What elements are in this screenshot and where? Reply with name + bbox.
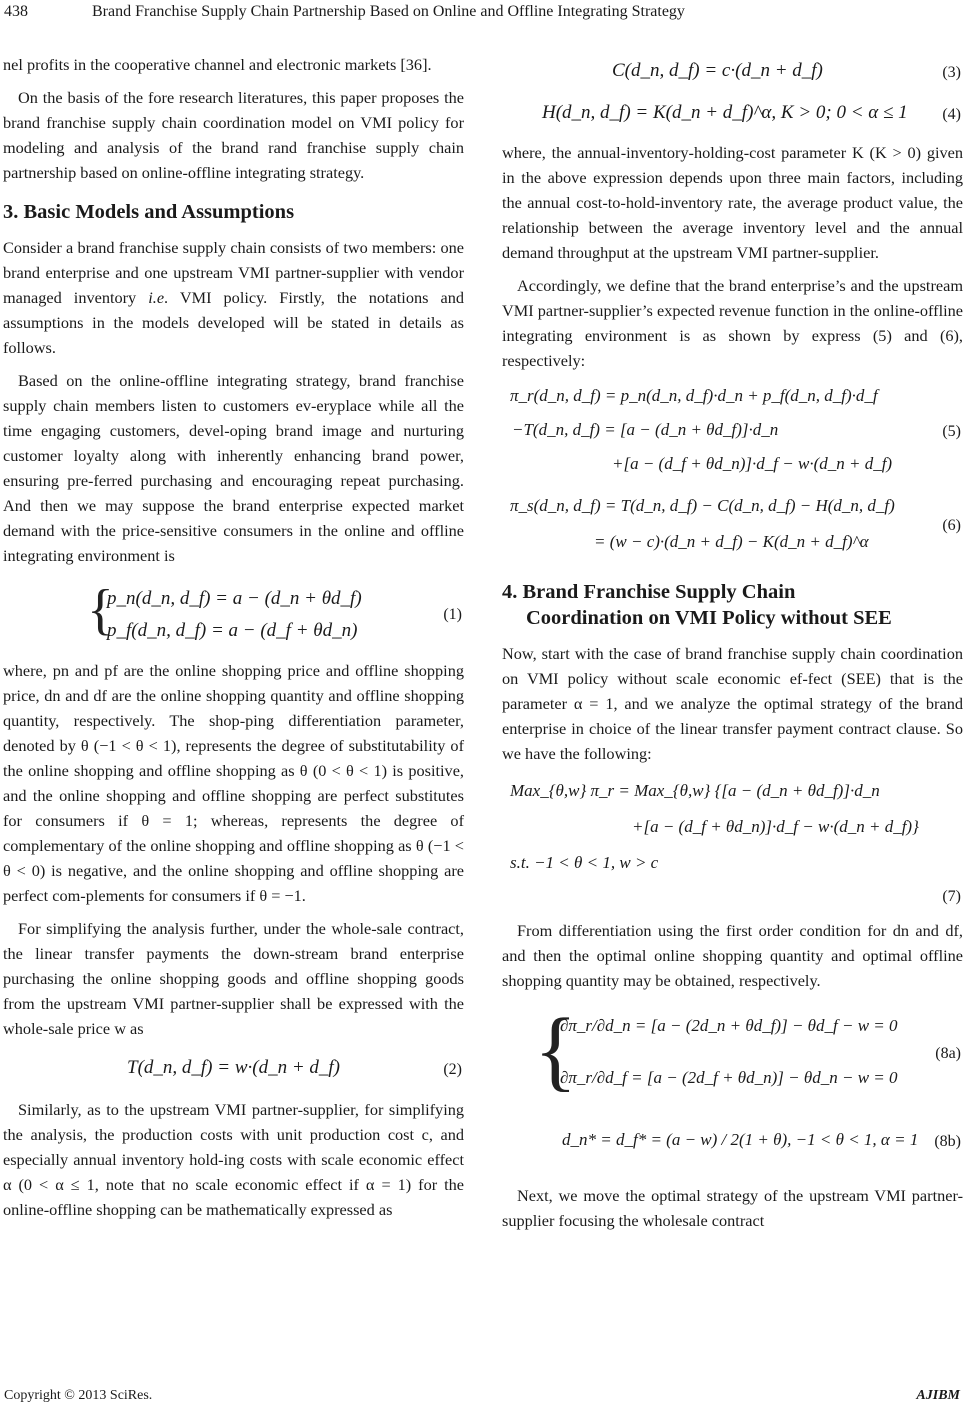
paragraph: Next, we move the optimal strategy of the upstream VMI partner-supplier focusing the wholesale contract: [502, 1186, 963, 1230]
paragraph: Similarly, as to the upstream VMI partner-supplier, for simplifying the analysis, the production costs with unit production cost c, and especially annual inventory hold-ing costs with scale economic effect α (0 < α ≤ 1, note that no scale economic effect if α = 1) for the online-offline shopping can be mathematically expressed as: [3, 1100, 464, 1219]
copyright-notice: Copyright © 2013 SciRes.: [4, 1388, 153, 1403]
equation-line: s.t. −1 < θ < 1, w > c: [510, 853, 659, 872]
equation-2: [3, 1051, 464, 1085]
equation-number: (6): [942, 517, 961, 534]
left-brace: {: [87, 579, 114, 641]
equation-5: [502, 381, 963, 485]
equation-number: (8a): [935, 1045, 961, 1062]
equation-line: = (w − c)·(d_n + d_f) − K(d_n + d_f)^α: [594, 532, 869, 551]
right-column: [502, 52, 963, 1241]
equation-number: (3): [942, 64, 961, 81]
equation-line: +[a − (d_f + θd_n)]·d_f − w·(d_n + d_f): [612, 454, 893, 473]
equation-number: (8b): [934, 1133, 961, 1150]
paragraph: On the basis of the fore research literatures, this paper proposes the brand franchise supply chain coordination model on VMI policy for modeling and analysis of the brand rand franchise supply chain partnership based on online-offline integrating strategy.: [3, 88, 464, 182]
paragraph: where, the annual-inventory-holding-cost parameter K (K > 0) given in the above expression depends upon three main factors, including the annual cost-to-hold-inventory rate, the average product value, the relationship between the average inventory level and the annual demand throughput at the upstream VMI partner-supplier.: [502, 143, 963, 262]
equation-line: ∂π_r/∂d_n = [a − (2d_n + θd_f)] − θd_f − w = 0: [560, 1016, 898, 1035]
equation-line: ∂π_r/∂d_f = [a − (2d_f + θd_n)] − θd_n − w = 0: [560, 1068, 898, 1087]
equation-4: [502, 96, 963, 130]
paragraph: Consider a brand franchise supply chain consists of two members: one brand enterprise and one upstream VMI partner-supplier with vendor managed inventory i.e. VMI policy. Firstly, the notations and assumptions in the models developed will be stated in details as follows.: [3, 238, 464, 357]
equation-6: [502, 491, 963, 561]
equation-line: d_n* = d_f* = (a − w) / 2(1 + θ), −1 < θ < 1, α = 1: [562, 1130, 919, 1149]
paragraph: nel profits in the cooperative channel and electronic markets [36].: [3, 55, 432, 74]
equation-1: [3, 580, 464, 648]
equation-line: H(d_n, d_f) = K(d_n + d_f)^α, K > 0; 0 < α ≤ 1: [542, 102, 908, 123]
equation-number: (2): [443, 1061, 462, 1078]
equation-8b: [502, 1115, 963, 1165]
paragraph: Now, start with the case of brand franchise supply chain coordination on VMI policy without scale economic ef-fect (SEE) that is the parameter α = 1, and we analyze the optimal strategy of the brand enterprise in choice of the linear transfer payment contract clause. So we have the following:: [502, 644, 963, 763]
equation-number: (4): [942, 106, 961, 123]
equation-line: Max_{θ,w} π_r = Max_{θ,w} {[a − (d_n + θd_f)]·d_n: [510, 781, 880, 800]
equation-3: [502, 54, 963, 88]
page-footer: [0, 1386, 966, 1410]
equation-number: (7): [942, 888, 961, 905]
paragraph: Based on the online-offline integrating strategy, brand franchise supply chain members listen to customers ev-eryplace while all the time engaging customers, devel-oping brand image and nurturing customer loyalty along with inherently enhancing brand power, ensuring pre-ferred purchasing and encouraging repeat purchasing. And then we may suppose the brand enterprise expected market demand with the price-sensitive consumers in the online and offline integrating environment is: [3, 371, 464, 565]
paragraph: From differentiation using the first order condition for dn and df, and then the optimal online shopping quantity and optimal offline shopping quantity may be obtained, respectively.: [502, 921, 963, 990]
left-brace: {: [534, 1001, 578, 1100]
running-title: Brand Franchise Supply Chain Partnership Based on Online and Offline Integrating Strategy: [92, 3, 685, 20]
equation-line: π_s(d_n, d_f) = T(d_n, d_f) − C(d_n, d_f) − H(d_n, d_f): [510, 496, 895, 515]
page-number: 438: [4, 3, 28, 20]
equation-7: [502, 776, 963, 882]
equation-line: C(d_n, d_f) = c·(d_n + d_f): [612, 60, 823, 81]
page-header: [0, 0, 966, 32]
equation-7-number-row: [502, 884, 963, 908]
equation-number: (1): [443, 606, 462, 623]
equation-line: +[a − (d_f + θd_n)]·d_f − w·(d_n + d_f)}: [632, 817, 919, 836]
journal-abbreviation: AJIBM: [916, 1388, 960, 1403]
equation-line: π_r(d_n, d_f) = p_n(d_n, d_f)·d_n + p_f(d_n, d_f)·d_f: [510, 386, 878, 405]
paragraph: For simplifying the analysis further, under the whole-sale contract, the linear transfer payments the down-stream brand enterprise purchasing the online shopping goods and offline shopping goods from the upstream VMI partner-supplier shall be expressed with the whole-sale price w as: [3, 919, 464, 1038]
equation-line: p_n(d_n, d_f) = a − (d_n + θd_f): [107, 588, 362, 609]
paragraph: Accordingly, we define that the brand enterprise’s and the upstream VMI partner-supplier’s expected revenue function in the online-offline integrating environment is as shown by express (5) and (6), respectively:: [502, 276, 963, 370]
paragraph: where, pn and pf are the online shopping price and offline shopping price, dn and df are the online shopping quantity and offline shopping quantity, respectively. The shop-ping differentiation parameter, denoted by θ (−1 < θ < 1), represents the degree of substitutability of the online shopping and offline shopping as θ (0 < θ < 1) is positive, and the online shopping and offline shopping are perfect substitutes for consumers if θ = 1; whereas, represents the degree of complementary of the online shopping and offline shopping as θ (−1 < θ < 0) is negative, and the online shopping and offline shopping are perfect com-plements for consumers if θ = −1.: [3, 661, 464, 905]
equation-8a: [502, 1003, 963, 1107]
equation-line: T(d_n, d_f) = w·(d_n + d_f): [127, 1057, 340, 1078]
section-heading: 4. Brand Franchise Supply Chain Coordination on VMI Policy without SEE: [502, 581, 892, 629]
equation-line: −T(d_n, d_f) = [a − (d_n + θd_f)]·d_n: [512, 420, 779, 439]
equation-line: p_f(d_n, d_f) = a − (d_f + θd_n): [107, 620, 358, 641]
equation-number: (5): [942, 423, 961, 440]
left-column: [3, 52, 464, 1230]
section-heading: 3. Basic Models and Assumptions: [3, 201, 295, 223]
